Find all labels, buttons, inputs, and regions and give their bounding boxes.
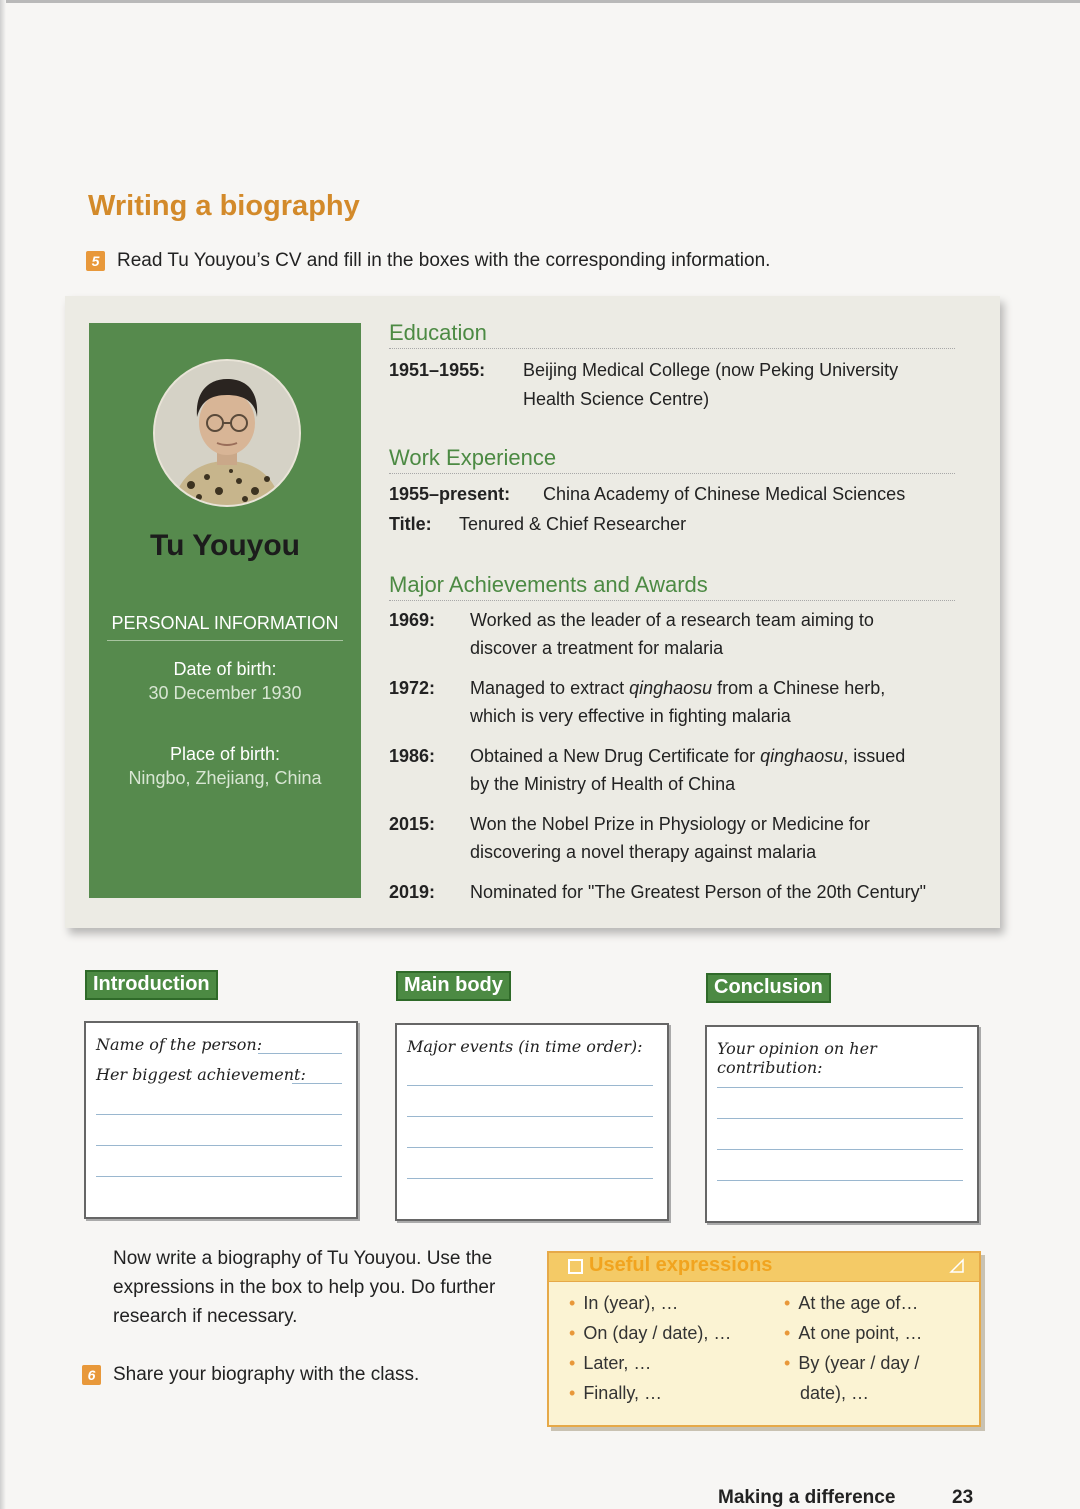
education-line-2: Health Science Centre) bbox=[523, 389, 710, 409]
education-line-1: Beijing Medical College (now Peking University bbox=[523, 360, 899, 380]
achievement-text-line-2: discover a treatment for malaria bbox=[470, 638, 724, 658]
expression-item: • On (day / date), … bbox=[569, 1323, 732, 1343]
title-label: Title: bbox=[389, 514, 432, 534]
answer-line[interactable] bbox=[407, 1147, 653, 1148]
expression-text: By (year / day / bbox=[798, 1353, 920, 1373]
achievements-heading: Major Achievements and Awards bbox=[389, 572, 955, 601]
page-number: 23 bbox=[952, 1487, 974, 1508]
answer-line[interactable] bbox=[717, 1180, 963, 1181]
expression-item: • By (year / day / bbox=[784, 1353, 920, 1373]
achievement-text-line-1 bbox=[470, 674, 885, 702]
pob-label: Place of birth: bbox=[169, 744, 281, 764]
achievement-text-line-1 bbox=[470, 742, 905, 770]
task-5-instruction bbox=[86, 250, 770, 272]
task-number-badge: 6 bbox=[82, 1365, 101, 1385]
text-fragment: Managed to extract bbox=[470, 678, 630, 698]
dob-label: Date of birth: bbox=[173, 659, 277, 679]
useful-expressions-box bbox=[547, 1251, 981, 1427]
task-5-text: Read Tu Youyou’s CV and fill in the boxes with the corresponding information. bbox=[117, 250, 771, 271]
answer-line[interactable] bbox=[407, 1085, 653, 1086]
task-6-instruction bbox=[82, 1364, 419, 1386]
italic-term: qinghaosu bbox=[760, 746, 844, 766]
conclusion-box[interactable] bbox=[705, 1025, 979, 1223]
useful-expressions-header bbox=[549, 1253, 979, 1282]
italic-term: qinghaosu bbox=[629, 678, 713, 698]
main-body-box[interactable] bbox=[395, 1023, 669, 1221]
page-top-edge bbox=[0, 0, 1080, 3]
portrait-image bbox=[155, 361, 299, 505]
section-title: Writing a biography bbox=[88, 190, 360, 222]
text-fragment: , issued bbox=[843, 746, 906, 766]
pob-value: Ningbo, Zhejiang, China bbox=[128, 768, 322, 788]
answer-line[interactable] bbox=[717, 1087, 963, 1088]
expression-text: At the age of… bbox=[798, 1293, 919, 1313]
portrait-photo bbox=[153, 359, 301, 507]
achievement-text-line-2: which is very effective in fighting malaria bbox=[470, 706, 791, 726]
answer-line[interactable] bbox=[292, 1083, 342, 1084]
expression-item: • Finally, … bbox=[569, 1383, 662, 1403]
expression-item: • In (year), … bbox=[569, 1293, 679, 1313]
achievement-text-line-2: discovering a novel therapy against malaria bbox=[470, 842, 817, 862]
introduction-box[interactable] bbox=[84, 1021, 358, 1219]
achievement-year: 1972: bbox=[389, 678, 436, 698]
answer-line[interactable] bbox=[96, 1145, 342, 1146]
education-years: 1951–1955: bbox=[389, 360, 486, 380]
work-heading: Work Experience bbox=[389, 445, 955, 474]
opinion-prompt: Your opinion on her contribution: bbox=[717, 1039, 877, 1077]
achievement-text-line-1: Won the Nobel Prize in Physiology or Medicine for bbox=[470, 814, 870, 834]
expression-item: • At the age of… bbox=[784, 1293, 919, 1313]
task-6-text: Share your biography with the class. bbox=[113, 1364, 420, 1385]
expression-text: Later, … bbox=[583, 1353, 652, 1373]
person-name: Tu Youyou bbox=[150, 529, 300, 562]
answer-line[interactable] bbox=[96, 1176, 342, 1177]
personal-info-heading: PERSONAL INFORMATION bbox=[107, 613, 343, 641]
work-place: China Academy of Chinese Medical Sciences bbox=[543, 484, 906, 504]
text-fragment: Obtained a New Drug Certificate for bbox=[470, 746, 761, 766]
expression-item-continued: date), … bbox=[800, 1383, 870, 1403]
achievement-year: 1969: bbox=[389, 610, 436, 630]
achievement-year: 2015: bbox=[389, 814, 436, 834]
achievement-year: 2019: bbox=[389, 882, 436, 902]
name-prompt: Name of the person: bbox=[96, 1035, 263, 1054]
title-value: Tenured & Chief Researcher bbox=[459, 514, 687, 534]
expression-text: On (day / date), … bbox=[583, 1323, 732, 1343]
personal-info-panel bbox=[89, 323, 361, 898]
expression-text: At one point, … bbox=[798, 1323, 923, 1343]
answer-line[interactable] bbox=[407, 1178, 653, 1179]
checkbox-icon bbox=[568, 1259, 583, 1274]
main-body-tag: Main body bbox=[396, 971, 511, 1001]
achievement-text-line-1: Worked as the leader of a research team aiming to bbox=[470, 610, 874, 630]
events-prompt: Major events (in time order): bbox=[407, 1037, 643, 1056]
expression-text: In (year), … bbox=[583, 1293, 679, 1313]
answer-line[interactable] bbox=[717, 1149, 963, 1150]
education-heading: Education bbox=[389, 320, 955, 349]
introduction-tag: Introduction bbox=[85, 970, 218, 1000]
pencil-icon bbox=[949, 1258, 965, 1274]
dob-value: 30 December 1930 bbox=[148, 683, 302, 703]
answer-line[interactable] bbox=[717, 1118, 963, 1119]
achievement-year: 1986: bbox=[389, 746, 436, 766]
unit-title: Making a difference bbox=[718, 1487, 896, 1508]
work-period: 1955–present: bbox=[389, 484, 511, 504]
answer-line[interactable] bbox=[258, 1053, 342, 1054]
cv-card bbox=[65, 296, 1000, 928]
expression-text: Finally, … bbox=[583, 1383, 662, 1403]
write-instruction: Now write a biography of Tu Youyou. Use the expressions in the box to help you. Do further research if necessary. bbox=[113, 1248, 496, 1327]
achievement-prompt: Her biggest achievement: bbox=[96, 1065, 306, 1084]
answer-line[interactable] bbox=[96, 1114, 342, 1115]
task-number-badge: 5 bbox=[86, 251, 105, 271]
expression-item: • Later, … bbox=[569, 1353, 652, 1373]
page-left-edge bbox=[0, 0, 6, 1509]
conclusion-tag: Conclusion bbox=[706, 973, 831, 1003]
useful-expressions-title: Useful expressions bbox=[589, 1254, 773, 1276]
achievement-text-line-2: by the Ministry of Health of China bbox=[470, 774, 736, 794]
expression-item: • At one point, … bbox=[784, 1323, 923, 1343]
text-fragment: from a Chinese herb, bbox=[712, 678, 886, 698]
achievement-text-line-1: Nominated for "The Greatest Person of the 20th Century" bbox=[470, 882, 927, 902]
answer-line[interactable] bbox=[407, 1116, 653, 1117]
